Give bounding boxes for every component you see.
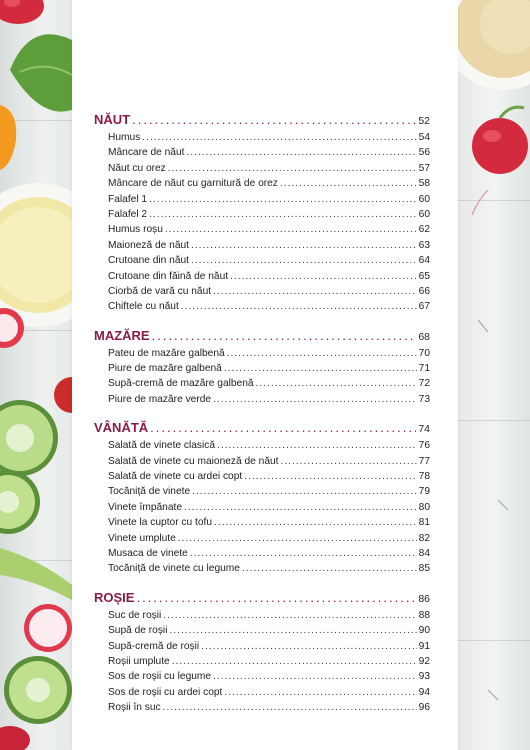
entry-title: Chiftele cu năut	[108, 301, 179, 313]
dot-leader	[191, 240, 417, 251]
dot-leader	[230, 271, 417, 282]
entry-title: Vinete la cuptor cu tofu	[108, 517, 213, 529]
pepper-icon	[0, 105, 16, 170]
dot-leader	[181, 301, 417, 312]
entry-page-number: 94	[418, 686, 430, 698]
dot-leader	[280, 456, 416, 467]
dot-leader	[214, 517, 417, 528]
section-heading[interactable]	[94, 112, 430, 132]
dot-leader	[244, 471, 416, 482]
section-page-number: 86	[418, 592, 430, 605]
entry-page-number: 54	[418, 132, 430, 143]
dot-leader	[136, 590, 416, 605]
entry-title: Vinete împănate	[108, 501, 183, 513]
toc-entry[interactable]	[94, 301, 430, 316]
dot-leader	[163, 610, 416, 621]
entry-title: Tocăniță de vinete cu legume	[108, 563, 240, 575]
entry-page-number: 60	[418, 193, 430, 205]
entry-title: Tocăniță de vinete	[108, 486, 191, 498]
entry-title: Humus roșu	[108, 224, 163, 236]
dot-leader	[192, 486, 417, 497]
section-title: ROȘIE	[94, 589, 135, 605]
lettuce-leaf-icon	[10, 34, 72, 111]
entry-page-number: 62	[418, 224, 430, 236]
toc-section	[94, 420, 430, 579]
entry-page-number: 85	[418, 563, 430, 575]
toc-entry[interactable]	[94, 348, 430, 363]
section-heading[interactable]	[94, 328, 430, 348]
cucumber-slice-icon	[0, 470, 40, 534]
tomato-icon	[54, 377, 72, 413]
section-title: MAZĂRE	[94, 327, 150, 343]
entry-page-number: 63	[418, 239, 430, 251]
dot-leader	[280, 178, 417, 189]
section-title: NĂUT	[94, 112, 131, 127]
toc-entry[interactable]	[94, 271, 430, 286]
entry-title: Falafel 2	[108, 208, 148, 220]
section-page-number: 68	[418, 330, 430, 343]
entry-page-number: 91	[418, 640, 430, 652]
entry-page-number: 67	[418, 301, 430, 313]
dot-leader	[152, 328, 417, 343]
right-background	[458, 0, 530, 750]
toc-entry[interactable]	[94, 641, 430, 656]
dot-leader	[256, 378, 417, 389]
toc-entry[interactable]	[94, 378, 430, 393]
entry-title: Supă-cremă de roșii	[108, 640, 200, 652]
toc-entry[interactable]	[94, 671, 430, 686]
dot-leader	[178, 533, 417, 544]
dot-leader	[186, 147, 416, 158]
dot-leader	[149, 209, 417, 220]
toc-entry[interactable]	[94, 132, 430, 147]
toc-entry[interactable]	[94, 194, 430, 209]
toc-entry[interactable]	[94, 471, 430, 486]
toc-entry[interactable]	[94, 486, 430, 501]
cucumber-slice-icon	[0, 400, 58, 476]
entry-title: Falafel 1	[108, 193, 148, 205]
dot-leader	[150, 420, 416, 435]
toc-entry[interactable]	[94, 656, 430, 671]
entry-page-number: 92	[418, 655, 430, 667]
entry-title: Mâncare de năut cu garnitură de orez	[108, 178, 278, 190]
dot-leader	[172, 656, 417, 667]
dot-leader	[168, 163, 417, 174]
entry-page-number: 58	[418, 178, 430, 190]
entry-page-number: 81	[418, 517, 430, 529]
toc-section	[94, 590, 430, 718]
toc-section	[94, 112, 430, 317]
radish-icon	[472, 107, 528, 215]
dot-leader	[165, 224, 417, 235]
dot-leader	[213, 286, 417, 297]
entry-title: Musaca de vinete	[108, 547, 188, 559]
dot-leader	[224, 363, 417, 374]
entry-title: Suc de roșii	[108, 609, 162, 621]
entry-title: Roșii umplute	[108, 655, 170, 667]
dot-leader	[169, 625, 416, 636]
section-page-number: 52	[418, 115, 430, 127]
left-background	[0, 0, 72, 750]
dot-leader	[227, 348, 417, 359]
toc-entry[interactable]	[94, 147, 430, 162]
toc-entry[interactable]	[94, 209, 430, 224]
dot-leader	[142, 132, 416, 143]
radish-icon	[0, 726, 30, 750]
toc-entry[interactable]	[94, 517, 430, 532]
entry-page-number: 79	[418, 486, 430, 498]
entry-title: Mâncare de năut	[108, 147, 185, 159]
entry-title: Năut cu orez	[108, 162, 166, 174]
toc-section	[94, 328, 430, 410]
entry-title: Salată de vinete cu maioneză de năut	[108, 455, 279, 467]
entry-page-number: 78	[418, 471, 430, 483]
entry-page-number: 71	[418, 363, 430, 375]
entry-title: Ciorbă de vară cu năut	[108, 285, 212, 297]
toc-entry[interactable]	[94, 440, 430, 455]
section-heading[interactable]	[94, 590, 430, 610]
toc-entry[interactable]	[94, 456, 430, 471]
entry-page-number: 93	[418, 671, 430, 683]
dot-leader	[242, 563, 417, 574]
entry-page-number: 84	[418, 547, 430, 559]
entry-page-number: 56	[418, 147, 430, 159]
entry-title: Vinete umplute	[108, 532, 176, 544]
cucumber-slice-icon	[4, 656, 72, 724]
entry-page-number: 72	[418, 378, 430, 390]
dot-leader	[213, 671, 417, 682]
entry-page-number: 76	[418, 440, 430, 452]
section-title: VÂNĂTĂ	[94, 420, 149, 436]
dot-leader	[149, 194, 417, 205]
toc-entry[interactable]	[94, 548, 430, 563]
toc-entry[interactable]	[94, 563, 430, 578]
entry-page-number: 73	[418, 393, 430, 405]
dot-leader	[217, 440, 417, 451]
toc-entry[interactable]	[94, 533, 430, 548]
dot-leader	[224, 687, 416, 698]
radish-slice-icon	[24, 604, 72, 652]
entry-title: Salată de vinete clasică	[108, 440, 216, 452]
entry-page-number: 82	[418, 532, 430, 544]
hummus-bowl-icon	[458, 0, 530, 90]
entry-title: Humus	[108, 132, 141, 143]
right-vegetables-illustration	[458, 0, 530, 750]
entry-page-number: 90	[418, 625, 430, 637]
dot-leader	[190, 548, 417, 559]
dot-leader	[213, 394, 417, 405]
dot-leader	[184, 502, 417, 513]
entry-title: Piure de mazăre galbenă	[108, 363, 222, 375]
entry-page-number: 60	[418, 208, 430, 220]
entry-title: Salată de vinete cu ardei copt	[108, 471, 243, 483]
toc-entry[interactable]	[94, 610, 430, 625]
sauce-bowl-icon	[0, 183, 72, 327]
toc-entry[interactable]	[94, 240, 430, 255]
dot-leader	[132, 112, 416, 127]
toc-entry[interactable]	[94, 394, 430, 409]
entry-title: Sos de roșii cu ardei copt	[108, 686, 223, 698]
dot-leader	[201, 641, 416, 652]
dot-leader	[163, 702, 417, 713]
toc-entry[interactable]	[94, 502, 430, 517]
entry-title: Piure de mazăre verde	[108, 393, 212, 405]
entry-page-number: 77	[418, 455, 430, 467]
toc-entry[interactable]	[94, 255, 430, 270]
entry-page-number: 80	[418, 501, 430, 513]
radish-icon	[0, 0, 44, 24]
toc-entry[interactable]	[94, 224, 430, 239]
entry-title: Crutoane din năut	[108, 255, 189, 267]
toc-entry[interactable]	[94, 687, 430, 702]
entry-page-number: 88	[418, 609, 430, 621]
entry-page-number: 65	[418, 270, 430, 282]
entry-title: Supă-cremă de mazăre galbenă	[108, 378, 254, 390]
entry-page-number: 64	[418, 255, 430, 267]
herb-sprig-icon	[478, 320, 508, 700]
toc-entry[interactable]	[94, 286, 430, 301]
herb-leaf-icon	[0, 548, 72, 600]
entry-title: Roșii în suc	[108, 702, 161, 714]
entry-title: Maioneză de năut	[108, 239, 189, 251]
entry-page-number: 66	[418, 285, 430, 297]
table-of-contents	[94, 112, 430, 729]
entry-title: Crutoane din făină de năut	[108, 270, 229, 282]
toc-entry[interactable]	[94, 163, 430, 178]
entry-page-number: 57	[418, 162, 430, 174]
toc-entry[interactable]	[94, 178, 430, 193]
dot-leader	[191, 255, 417, 266]
left-vegetables-illustration	[0, 0, 72, 750]
entry-title: Supă de roșii	[108, 625, 168, 637]
entry-page-number: 96	[418, 702, 430, 714]
entry-title: Pateu de mazăre galbenă	[108, 347, 225, 359]
toc-entry[interactable]	[94, 625, 430, 640]
toc-entry[interactable]	[94, 363, 430, 378]
section-page-number: 74	[418, 423, 430, 436]
toc-entry[interactable]	[94, 702, 430, 717]
entry-page-number: 70	[418, 347, 430, 359]
section-heading[interactable]	[94, 420, 430, 440]
entry-title: Sos de roșii cu legume	[108, 671, 212, 683]
